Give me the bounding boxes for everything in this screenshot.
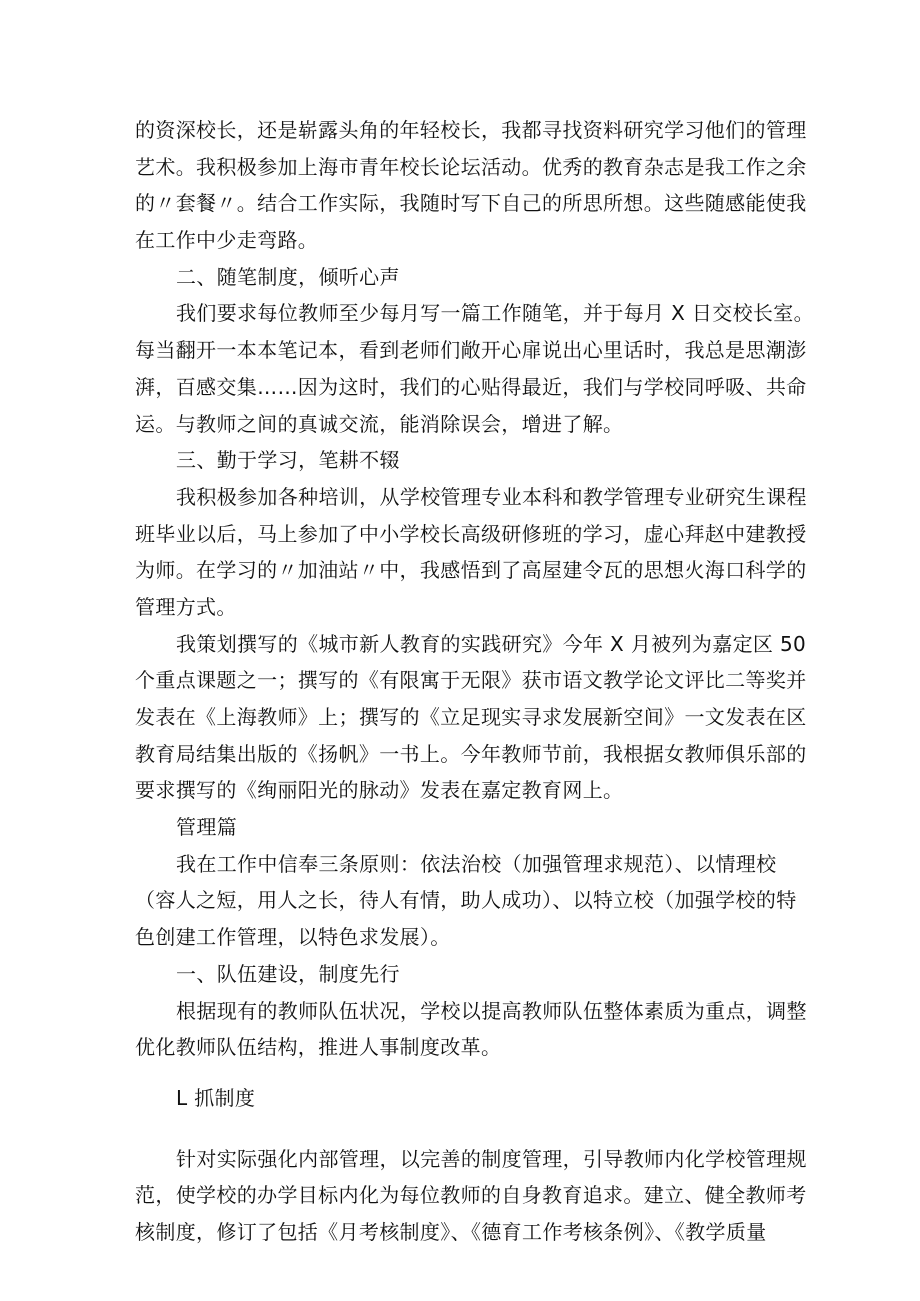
paragraph-line: 每当翻开一本本笔记本，看到老师们敞开心扉说出心里话时，我总是思潮澎 [135, 338, 807, 363]
paragraph-line: 我策划撰写的《城市新人教育的实践研究》今年 X 月被列为嘉定区 50 [176, 631, 807, 656]
paragraph-line: 运。与教师之间的真诚交流，能消除误会，增进了解。 [135, 411, 624, 436]
paragraph-spacer [135, 1066, 800, 1080]
paragraph-line: 班毕业以后，马上参加了中小学校长高级研修班的学习，虚心拜赵中建教授 [135, 521, 807, 546]
paragraph-line: 色创建工作管理，以特色求发展）。 [135, 925, 451, 950]
paragraph-line: 我积极参加各种培训，从学校管理专业本科和教学管理专业研究生课程 [176, 484, 807, 509]
section-heading: L 抓制度 [176, 1085, 256, 1110]
section-heading: 三、勤于学习，笔耕不辍 [176, 448, 400, 473]
paragraph-line: 要求撰写的《绚丽阳光的脉动》发表在嘉定教育网上。 [135, 778, 624, 803]
paragraph-line: 我在工作中信奉三条原则：依法治校（加强管理求规范）、以情理校 [176, 851, 777, 876]
paragraph-line: 的〃套餐〃。结合工作实际，我随时写下自己的所思所想。这些随感能使我 [135, 191, 807, 216]
section-heading: 管理篇 [176, 815, 238, 840]
paragraph-line: 个重点课题之一；撰写的《有限寓于无限》获市语文教学论文评比二等奖并 [135, 668, 807, 693]
paragraph-line: 的资深校长，还是崭露头角的年轻校长，我都寻找资料研究学习他们的管理 [135, 118, 807, 142]
document-body [135, 112, 814, 1251]
paragraph-line: 优化教师队伍结构，推进人事制度改革。 [135, 1035, 502, 1060]
paragraph-line: （容人之短，用人之长，待人有情，助人成功）、以特立校（加强学校的特 [135, 888, 797, 913]
paragraph-line: 针对实际强化内部管理，以完善的制度管理，引导教师内化学校管理规 [176, 1146, 807, 1171]
paragraph-line: 艺术。我积极参加上海市青年校长论坛活动。优秀的教育杂志是我工作之余 [135, 154, 807, 179]
paragraph-line: 范，使学校的办学目标内化为每位教师的自身教育追求。建立、健全教师考 [135, 1183, 807, 1208]
paragraph-line: 管理方式。 [135, 594, 237, 619]
paragraph-line: 核制度，修订了包括《月考核制度》、《德育工作考核条例》、《教学质量 [135, 1219, 767, 1244]
paragraph-line: 湃，百感交集……因为这时，我们的心贴得最近，我们与学校同呼吸、共命 [135, 374, 807, 399]
paragraph-spacer [135, 1117, 800, 1141]
paragraph-line: 我们要求每位教师至少每月写一篇工作随笔，并于每月 X 日交校长室。 [176, 301, 814, 326]
section-heading: 二、随笔制度，倾听心声 [176, 264, 400, 289]
paragraph-line: 为师。在学习的〃加油站〃中，我感悟到了高屋建令瓦的思想火海口科学的 [135, 558, 807, 583]
paragraph-line: 发表在《上海教师》上；撰写的《立足现实寻求发展新空间》一文发表在区 [135, 705, 807, 729]
paragraph-line: 教育局结集出版的《扬帆》一书上。今年教师节前，我根据女教师俱乐部的 [135, 741, 807, 766]
paragraph-line: 根据现有的教师队伍状况，学校以提高教师队伍整体素质为重点，调整 [176, 998, 807, 1023]
paragraph-line: 在工作中少走弯路。 [135, 228, 319, 253]
section-heading: 一、队伍建设，制度先行 [176, 961, 400, 986]
